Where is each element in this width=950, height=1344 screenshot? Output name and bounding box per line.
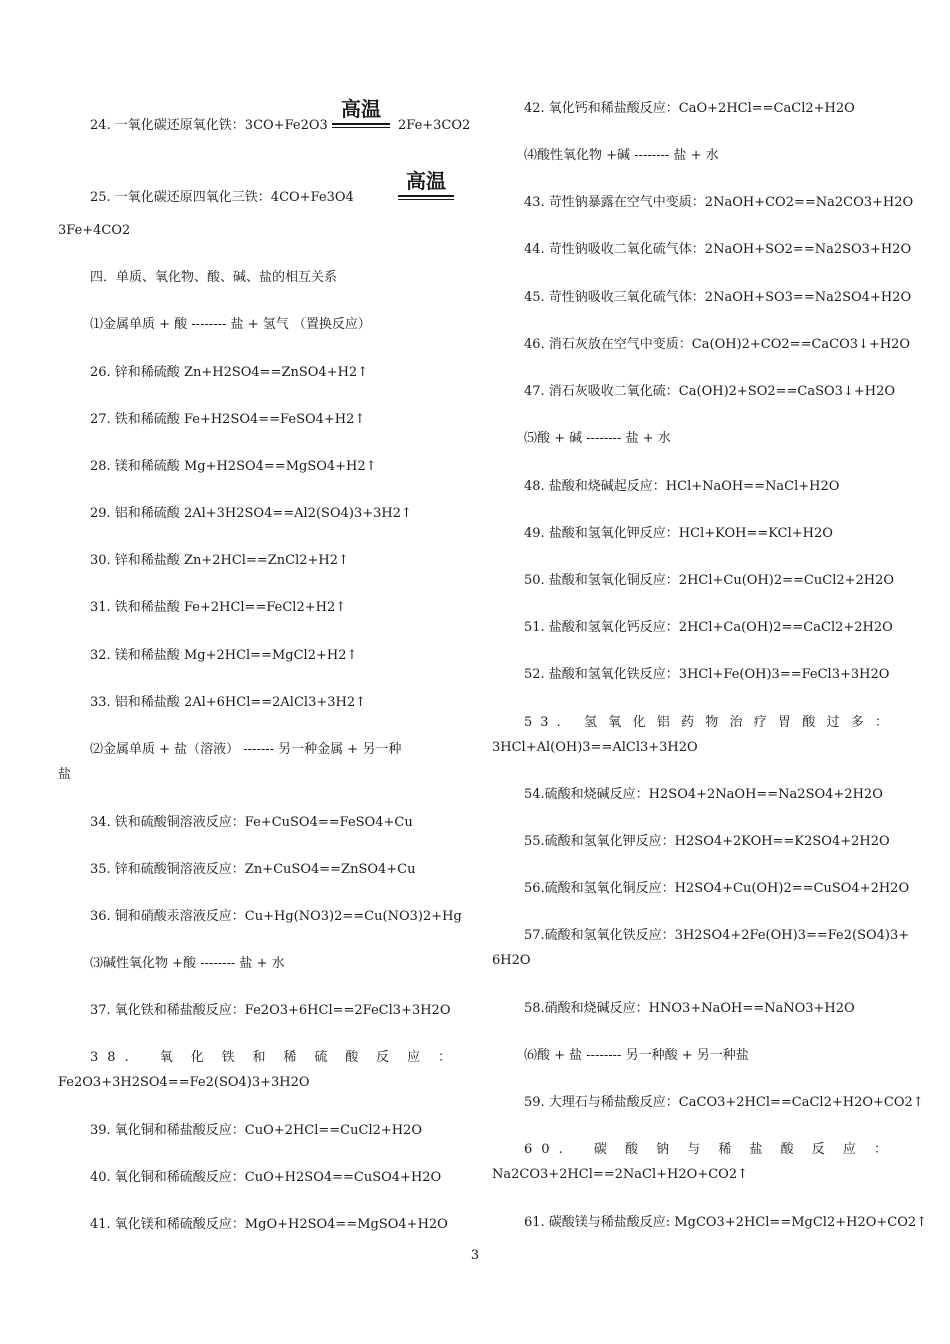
equation-26: 26. 锌和稀硫酸 Zn+H2SO4==ZnSO4+H2↑ xyxy=(90,365,369,380)
equation-40: 40. 氧化铜和稀硫酸反应：CuO+H2SO4==CuSO4+H2O xyxy=(90,1170,442,1185)
equation-58: 58.硝酸和烧碱反应：HNO3+NaOH==NaNO3+H2O xyxy=(524,1001,855,1016)
equation-31: 31. 铁和稀盐酸 Fe+2HCl==FeCl2+H2↑ xyxy=(90,600,347,615)
equation-25: 25. 一氧化碳还原四氧化三铁：4CO+Fe3O4 xyxy=(90,190,354,205)
equation-48: 48. 盐酸和烧碱起反应：HCl+NaOH==NaCl+H2O xyxy=(524,479,840,494)
equation-33: 33. 铝和稀盐酸 2Al+6HCl==2AlCl3+3H2↑ xyxy=(90,695,367,710)
subsection-3: ⑶碱性氧化物 +酸 -------- 盐 + 水 xyxy=(90,956,285,971)
equation-37: 37. 氧化铁和稀盐酸反应：Fe2O3+6HCl==2FeCl3+3H2O xyxy=(90,1003,451,1018)
equation-35: 35. 锌和硫酸铜溶液反应：Zn+CuSO4==ZnSO4+Cu xyxy=(90,862,416,877)
equation-29: 29. 铝和稀硫酸 2Al+3H2SO4==Al2(SO4)3+3H2↑ xyxy=(90,506,412,521)
subsection-6: ⑹酸 + 盐 -------- 另一种酸 + 另一种盐 xyxy=(524,1048,749,1063)
equation-44: 44. 苛性钠吸收二氧化硫气体：2NaOH+SO2==Na2SO3+H2O xyxy=(524,242,912,257)
equation-57: 57.硫酸和氢氧化铁反应：3H2SO4+2Fe(OH)3==Fe2(SO4)3+ xyxy=(524,928,910,943)
section-heading-4: 四．单质、氧化物、酸、碱、盐的相互关系 xyxy=(90,270,338,285)
equation-53-continued: 3HCl+Al(OH)3==AlCl3+3H2O xyxy=(492,740,698,755)
subsection-2-continued: 盐 xyxy=(58,767,72,782)
subsection-1: ⑴金属单质 + 酸 -------- 盐 + 氢气 （置换反应） xyxy=(90,317,371,332)
high-temperature-condition: 高温 xyxy=(398,170,454,202)
equation-53: 53. 氢氧化铝药物治疗胃酸过多： xyxy=(524,715,896,730)
equation-52: 52. 盐酸和氢氧化铁反应：3HCl+Fe(OH)3==FeCl3+3H2O xyxy=(524,667,890,682)
equation-32: 32. 镁和稀盐酸 Mg+2HCl==MgCl2+H2↑ xyxy=(90,648,358,663)
equation-38-continued: Fe2O3+3H2SO4==Fe2(SO4)3+3H2O xyxy=(58,1075,310,1090)
equation-24: 24. 一氧化碳还原氧化铁：3CO+Fe2O3 xyxy=(90,118,328,133)
equation-50: 50. 盐酸和氢氧化铜反应：2HCl+Cu(OH)2==CuCl2+2H2O xyxy=(524,573,895,588)
equation-24-products: 2Fe+3CO2 xyxy=(398,118,471,133)
equation-51: 51. 盐酸和氢氧化钙反应：2HCl+Ca(OH)2==CaCl2+2H2O xyxy=(524,620,893,635)
equation-28: 28. 镁和稀硫酸 Mg+H2SO4==MgSO4+H2↑ xyxy=(90,459,377,474)
equation-25-products: 3Fe+4CO2 xyxy=(58,223,131,238)
equation-57-continued: 6H2O xyxy=(492,953,531,968)
equation-60-continued: Na2CO3+2HCl==2NaCl+H2O+CO2↑ xyxy=(492,1167,748,1182)
equation-56: 56.硫酸和氢氧化铜反应：H2SO4+Cu(OH)2==CuSO4+2H2O xyxy=(524,881,910,896)
equation-34: 34. 铁和硫酸铜溶液反应：Fe+CuSO4==FeSO4+Cu xyxy=(90,815,413,830)
equation-38: 38. 氧化铁和稀硫酸反应： xyxy=(90,1050,460,1065)
equation-27: 27. 铁和稀硫酸 Fe+H2SO4==FeSO4+H2↑ xyxy=(90,412,366,427)
equation-41: 41. 氧化镁和稀硫酸反应：MgO+H2SO4==MgSO4+H2O xyxy=(90,1217,448,1232)
equation-45: 45. 苛性钠吸收三氧化硫气体：2NaOH+SO3==Na2SO4+H2O xyxy=(524,290,912,305)
equation-39: 39. 氧化铜和稀盐酸反应：CuO+2HCl==CuCl2+H2O xyxy=(90,1123,423,1138)
equation-61: 61. 碳酸镁与稀盐酸反应: MgCO3+2HCl==MgCl2+H2O+CO2↑ xyxy=(524,1215,928,1230)
subsection-5: ⑸酸 + 碱 -------- 盐 + 水 xyxy=(524,431,671,446)
equation-54: 54.硫酸和烧碱反应：H2SO4+2NaOH==Na2SO4+2H2O xyxy=(524,787,883,802)
equation-43: 43. 苛性钠暴露在空气中变质：2NaOH+CO2==Na2CO3+H2O xyxy=(524,195,914,210)
equation-49: 49. 盐酸和氢氧化钾反应：HCl+KOH==KCl+H2O xyxy=(524,526,833,541)
equation-36: 36. 铜和硝酸汞溶液反应：Cu+Hg(NO3)2==Cu(NO3)2+Hg xyxy=(90,909,462,924)
page-number: 3 xyxy=(470,1248,480,1263)
equation-46: 46. 消石灰放在空气中变质：Ca(OH)2+CO2==CaCO3↓+H2O xyxy=(524,337,911,352)
equation-30: 30. 锌和稀盐酸 Zn+2HCl==ZnCl2+H2↑ xyxy=(90,553,349,568)
subsection-2: ⑵金属单质 + 盐（溶液） ------- 另一种金属 + 另一种 xyxy=(90,742,402,757)
equation-55: 55.硫酸和氢氧化钾反应：H2SO4+2KOH==K2SO4+2H2O xyxy=(524,834,890,849)
equation-47: 47. 消石灰吸收二氧化硫：Ca(OH)2+SO2==CaSO3↓+H2O xyxy=(524,384,896,399)
equation-59: 59. 大理石与稀盐酸反应：CaCO3+2HCl==CaCl2+H2O+CO2↑ xyxy=(524,1095,924,1110)
high-temperature-condition: 高温 xyxy=(332,98,390,130)
equation-42: 42. 氧化钙和稀盐酸反应：CaO+2HCl==CaCl2+H2O xyxy=(524,101,855,116)
equation-60: 60. 碳酸钠与稀盐酸反应： xyxy=(524,1142,896,1157)
subsection-4: ⑷酸性氧化物 +碱 -------- 盐 + 水 xyxy=(524,148,719,163)
